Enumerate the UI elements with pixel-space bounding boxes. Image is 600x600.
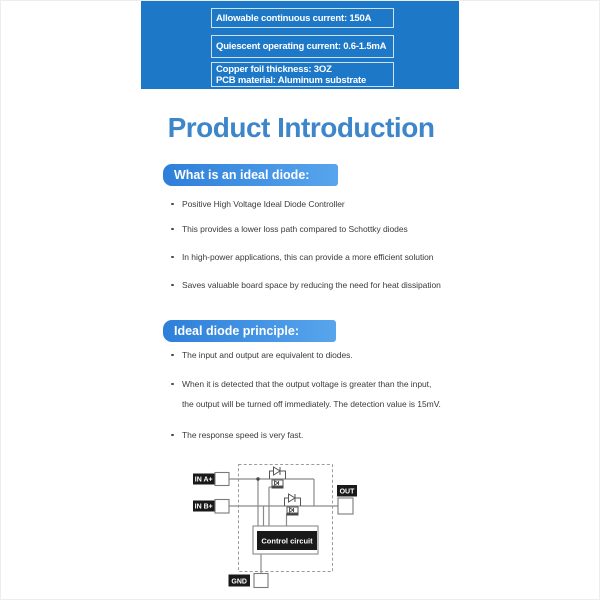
spec-text: Allowable continuous current: 150A xyxy=(216,12,372,24)
spec-box-quiescent-current xyxy=(211,35,394,58)
bullet-item: Positive High Voltage Ideal Diode Controller xyxy=(170,198,345,210)
label-out: OUT xyxy=(339,488,355,496)
pin-gnd xyxy=(254,574,268,588)
pin-out xyxy=(338,498,353,514)
spec-text: PCB material: Aluminum substrate xyxy=(216,74,367,86)
spec-banner xyxy=(141,1,459,89)
pin-in-a xyxy=(215,473,229,486)
mosfet-symbol-a xyxy=(270,467,286,488)
label-in-a: IN A+ xyxy=(194,476,213,484)
bullet-item: Saves valuable board space by reducing the need for heat dissipation xyxy=(170,279,441,291)
section-heading-ideal-diode-principle: Ideal diode principle: xyxy=(163,320,336,342)
circuit-diagram xyxy=(191,461,366,591)
ic-boundary-dashed-box xyxy=(239,465,333,572)
bullet-item: The input and output are equivalent to diodes. xyxy=(170,349,353,361)
wire-junction-dot xyxy=(256,477,259,480)
bullet-item: When it is detected that the output voltage is greater than the input, xyxy=(170,378,431,390)
control-circuit-label: Control circuit xyxy=(261,536,313,546)
pin-in-b xyxy=(215,500,229,514)
label-gnd: GND xyxy=(231,578,247,586)
bullet-item: In high-power applications, this can provide a more efficient solution xyxy=(170,251,434,263)
label-in-b: IN B+ xyxy=(194,503,213,511)
section-heading-what-is-ideal-diode: What is an ideal diode: xyxy=(163,164,338,186)
mosfet-symbol-b xyxy=(285,494,301,515)
spec-box-pcb-material xyxy=(211,62,394,87)
spec-box-continuous-current xyxy=(211,8,394,28)
bullet-item: This provides a lower loss path compared to Schottky diodes xyxy=(170,223,408,235)
spec-text: Quiescent operating current: 0.6-1.5mA xyxy=(216,41,387,52)
bullet-item: The response speed is very fast. xyxy=(170,429,303,441)
bullet-item-continuation: the output will be turned off immediately. The detection value is 15mV. xyxy=(182,399,441,409)
wires xyxy=(229,477,338,573)
page-title: Product Introduction xyxy=(167,112,435,143)
spec-text: Copper foil thickness: 3OZ xyxy=(216,63,332,75)
